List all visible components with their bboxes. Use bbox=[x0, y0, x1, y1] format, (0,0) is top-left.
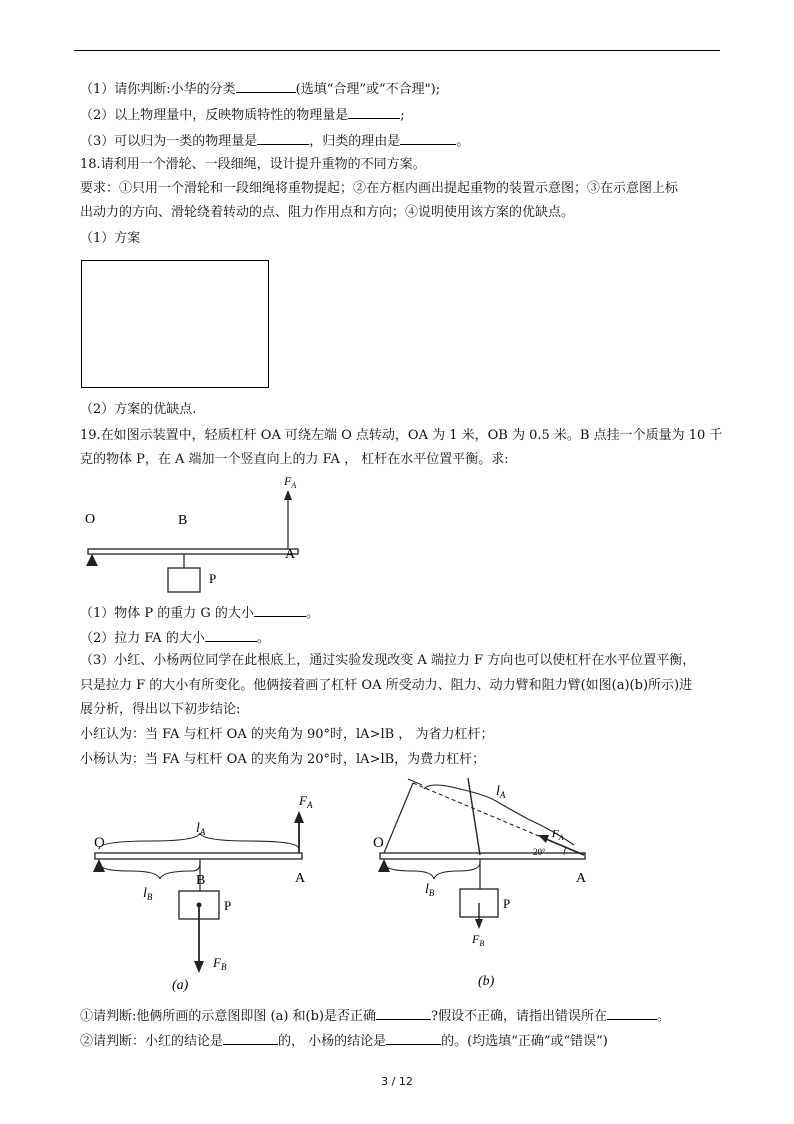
q17-part3-mid: ，归类的理由是 bbox=[309, 134, 401, 149]
label-a: A bbox=[285, 547, 296, 562]
figure-a bbox=[80, 775, 325, 1000]
judgement-1 bbox=[80, 1005, 670, 1026]
q19-sub1 bbox=[80, 602, 319, 623]
answer-blank[interactable] bbox=[257, 130, 309, 145]
q18-req-line1: 要求：①只用一个滑轮和一段细绳将重物提起；②在方框内画出提起重物的装置示意图；③在示意图上标 bbox=[80, 181, 679, 196]
caption-a: (a) bbox=[172, 978, 189, 993]
q17-part1-hint: (选填“合理”或“不合理"); bbox=[295, 82, 441, 97]
label-a: A bbox=[576, 871, 587, 886]
arm-brace-lb bbox=[99, 863, 200, 879]
q17-part3-end: 。 bbox=[456, 134, 470, 149]
drawing-box[interactable] bbox=[81, 260, 269, 388]
label-lb: $l_B$ bbox=[425, 882, 435, 898]
xiaoyang-view: 小杨认为：当 FA 与杠杆 OA 的夹角为 20°时，lA>lB，为费力杠杆； bbox=[80, 752, 486, 767]
lever-bar bbox=[95, 853, 302, 859]
q18-req-line2: 出动力的方向、滑轮绕着转动的点、阻力作用点和方向；④说明使用该方案的优缺点。 bbox=[80, 205, 575, 220]
label-fb: $F_B$ bbox=[472, 932, 485, 948]
label-lb: $l_B$ bbox=[143, 886, 153, 902]
judgement-2-mid: 的， 小杨的结论是 bbox=[278, 1034, 387, 1049]
q19-sub1-text: （1）物体 P 的重力 G 的大小 bbox=[80, 606, 254, 621]
q19-sub2 bbox=[80, 627, 270, 648]
label-angle: 20° bbox=[533, 847, 546, 857]
xiaohong-view: 小红认为：当 FA 与杠杆 OA 的夹角为 90°时，lA>lB ， 为省力杠杆； bbox=[80, 727, 494, 742]
judgement-2 bbox=[80, 1030, 608, 1051]
answer-blank[interactable] bbox=[205, 627, 257, 642]
q18-title: 18.请利用一个滑轮、一段细绳，设计提升重物的不同方案。 bbox=[80, 157, 426, 172]
answer-blank[interactable] bbox=[236, 78, 296, 93]
judgement-2-text: ②请判断：小红的结论是 bbox=[80, 1034, 224, 1049]
fb-arrowhead bbox=[194, 961, 204, 973]
label-fb: $F_B$ bbox=[213, 955, 227, 972]
lever-bar bbox=[88, 549, 298, 554]
answer-blank[interactable] bbox=[607, 1005, 657, 1020]
judgement-1-mid: ?假设不正确，请指出错误所在 bbox=[431, 1009, 607, 1024]
figure-b bbox=[368, 775, 598, 1000]
label-o: O bbox=[373, 835, 384, 851]
q19-sub2-text: （2）拉力 FA 的大小 bbox=[80, 631, 205, 646]
label-fa: $F_A$ bbox=[552, 828, 564, 842]
label-a: A bbox=[295, 871, 306, 886]
answer-blank[interactable] bbox=[386, 1030, 441, 1045]
lever-bar bbox=[380, 853, 585, 859]
fa-arrowhead bbox=[538, 835, 549, 843]
judgement-2-end: 的。(均选填“正确”或“错误”) bbox=[441, 1034, 608, 1049]
label-b: B bbox=[178, 513, 188, 528]
answer-blank[interactable] bbox=[400, 130, 456, 145]
arm-guide-line bbox=[468, 778, 480, 855]
q17-part2-text: （2）以上物理量中，反映物质特性的物理量是 bbox=[80, 108, 349, 123]
q19-sub2-end: 。 bbox=[256, 631, 270, 646]
q19-line1: 19.在如图示装置中，轻质杠杆 OA 可绕左端 O 点转动，OA 为 1 米，OB 为 0.5 米。B 点挂一个质量为 10 千 bbox=[80, 428, 723, 443]
label-b: B bbox=[196, 873, 206, 888]
judgement-1-text: ①请判断:他俩所画的示意图即图 (a) 和(b)是否正确 bbox=[80, 1009, 377, 1024]
label-p: P bbox=[503, 896, 511, 911]
page-number: 3 / 12 bbox=[381, 1075, 413, 1088]
fb-arrowhead bbox=[475, 919, 483, 929]
label-la: $l_A$ bbox=[496, 784, 506, 800]
q19-line2: 克的物体 P，在 A 端加一个竖直向上的力 FA ， 杠杆在水平位置平衡。求: bbox=[80, 452, 509, 467]
q17-part1-text: （1）请你判断:小华的分类 bbox=[80, 82, 236, 97]
pivot-support bbox=[93, 859, 105, 872]
force-arrowhead bbox=[284, 490, 292, 500]
q17-part3-text: （3）可以归为一类的物理量是 bbox=[80, 134, 258, 149]
q17-part2 bbox=[80, 104, 405, 125]
force-arm-la bbox=[384, 783, 413, 853]
q18-sub2: （2）方案的优缺点. bbox=[80, 402, 197, 417]
q17-part1 bbox=[80, 78, 440, 99]
label-p: P bbox=[209, 571, 217, 586]
pivot-support bbox=[378, 859, 390, 872]
answer-blank[interactable] bbox=[348, 104, 400, 119]
q17-part3 bbox=[80, 130, 469, 151]
q19-sub3-line1: （3）小红、小杨两位同学在此根底上，通过实验发现改变 A 端拉力 F 方向也可以使杠杆在水平位置平衡， bbox=[80, 653, 696, 668]
q18-sub1: （1）方案 bbox=[80, 231, 141, 246]
label-o: O bbox=[94, 835, 105, 851]
q19-sub3-line3: 展分析，得出以下初步结论: bbox=[80, 702, 241, 717]
pivot-support bbox=[86, 554, 98, 566]
answer-blank[interactable] bbox=[376, 1005, 431, 1020]
label-la: $l_A$ bbox=[196, 821, 206, 837]
object-p bbox=[168, 568, 200, 592]
judgement-1-end: 。 bbox=[657, 1009, 671, 1024]
q17-part2-end: ; bbox=[400, 108, 405, 123]
label-fa: $F_A$ bbox=[299, 793, 313, 810]
header-rule bbox=[74, 50, 720, 51]
q19-sub1-end: 。 bbox=[305, 606, 319, 621]
answer-blank[interactable] bbox=[254, 602, 306, 617]
label-p: P bbox=[224, 898, 232, 913]
caption-b: (b) bbox=[478, 974, 495, 989]
label-fa: $F_A$ bbox=[284, 474, 297, 490]
fa-arrowhead bbox=[294, 811, 304, 823]
answer-blank[interactable] bbox=[223, 1030, 278, 1045]
lever-figure bbox=[80, 470, 320, 595]
arm-brace-lb bbox=[384, 863, 480, 879]
label-o: O bbox=[85, 512, 96, 527]
q19-sub3-line2: 只是拉力 F 的大小有所变化。他俩接着画了杠杆 OA 所受动力、阻力、动力臂和阻力臂(如图(a)(b)所示)进 bbox=[80, 678, 693, 693]
